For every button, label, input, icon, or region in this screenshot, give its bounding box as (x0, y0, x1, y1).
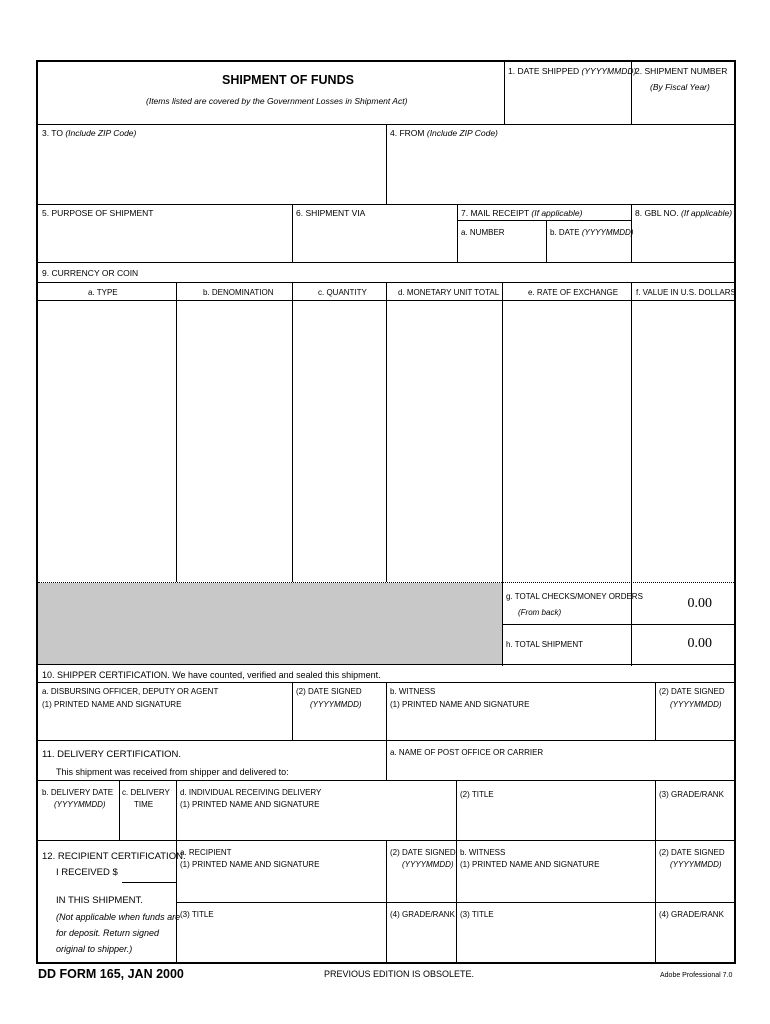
recipient-witness-date-label: (2) DATE SIGNED (659, 848, 725, 857)
delivery-date-hint: (YYYYMMDD) (54, 800, 106, 809)
disbursing-officer-input[interactable] (42, 714, 292, 738)
gbl-number-input[interactable] (635, 224, 735, 262)
recipient-title-input[interactable] (180, 924, 384, 960)
delivery-time-input[interactable] (122, 814, 176, 836)
delivery-grade-label: (3) GRADE/RANK (659, 790, 724, 799)
divider (38, 780, 736, 781)
column-quantity: c. QUANTITY (318, 288, 367, 297)
gbl-number-label: 8. GBL NO. (If applicable) (635, 208, 733, 218)
column-type: a. TYPE (88, 288, 118, 297)
mail-receipt-date-label: b. DATE (YYYYMMDD) (550, 228, 634, 237)
shaded-area (38, 583, 502, 665)
shipment-via-input[interactable] (296, 224, 458, 262)
divider (38, 682, 736, 683)
recipient-note-line2: for deposit. Return signed (56, 928, 160, 938)
shipper-witness-label: b. WITNESS (390, 687, 436, 696)
individual-receiving-name-label: (1) PRINTED NAME AND SIGNATURE (180, 800, 320, 809)
from-address-input[interactable] (390, 142, 734, 204)
shipment-number-input[interactable] (635, 96, 735, 122)
total-checks-value[interactable]: 0.00 (687, 596, 712, 611)
delivery-title-input[interactable] (460, 814, 654, 836)
recipient-grade-input[interactable] (390, 924, 458, 960)
date-shipped-input[interactable] (508, 82, 630, 120)
recipient-name-label: (1) PRINTED NAME AND SIGNATURE (180, 860, 320, 869)
recipient-witness-name-label: (1) PRINTED NAME AND SIGNATURE (460, 860, 600, 869)
witness-title-label: (3) TITLE (460, 910, 494, 919)
mail-receipt-number-label: a. NUMBER (461, 228, 505, 237)
purpose-input[interactable] (42, 224, 292, 262)
shipment-via-label: 6. SHIPMENT VIA (296, 208, 366, 218)
to-address-input[interactable] (42, 142, 386, 204)
purpose-label: 5. PURPOSE OF SHIPMENT (42, 208, 154, 218)
mail-receipt-date-input[interactable] (550, 240, 632, 262)
shipper-witness-name-label: (1) PRINTED NAME AND SIGNATURE (390, 700, 530, 709)
column-denomination: b. DENOMINATION (203, 288, 274, 297)
column-monetary-unit-total: d. MONETARY UNIT TOTAL (398, 288, 500, 297)
divider (655, 682, 656, 740)
form-title: SHIPMENT OF FUNDS (222, 73, 354, 87)
divider (386, 124, 387, 204)
shipment-of-funds-form (36, 60, 736, 964)
currency-rate-input[interactable] (504, 304, 633, 582)
column-rate-of-exchange: e. RATE OF EXCHANGE (528, 288, 619, 297)
recipient-note-line1: (Not applicable when funds are (56, 912, 181, 922)
delivery-grade-input[interactable] (659, 814, 737, 836)
individual-receiving-label: d. INDIVIDUAL RECEIVING DELIVERY (180, 788, 322, 797)
disbursing-officer-label: a. DISBURSING OFFICER, DEPUTY OR AGENT (42, 687, 219, 696)
from-label: 4. FROM (Include ZIP Code) (390, 128, 498, 138)
individual-receiving-input[interactable] (180, 814, 454, 836)
to-label: 3. TO (Include ZIP Code) (42, 128, 137, 138)
recipient-date-input[interactable] (390, 874, 458, 900)
divider (292, 682, 293, 740)
recipient-grade-label: (4) GRADE/RANK (390, 910, 455, 919)
total-shipment-value[interactable]: 0.00 (687, 636, 712, 651)
shipper-witness-date-hint: (YYYYMMDD) (670, 700, 722, 709)
delivery-date-label: b. DELIVERY DATE (42, 788, 114, 797)
received-amount-input[interactable] (122, 864, 176, 883)
recipient-note-line3: original to shipper.) (56, 944, 133, 954)
divider (386, 682, 387, 740)
divider (546, 220, 547, 262)
recipient-witness-date-input[interactable] (659, 874, 737, 900)
recipient-date-hint: (YYYYMMDD) (402, 860, 454, 869)
recipient-name-input[interactable] (180, 874, 384, 900)
received-amount-label: I RECEIVED $ (56, 867, 118, 878)
currency-type-input[interactable] (40, 304, 178, 582)
divider (457, 220, 631, 221)
shipment-number-hint: (By Fiscal Year) (650, 82, 710, 92)
post-office-label: a. NAME OF POST OFFICE OR CARRIER (390, 748, 544, 757)
delivery-cert-label: 11. DELIVERY CERTIFICATION. (42, 749, 182, 760)
divider (38, 840, 736, 841)
divider (456, 780, 457, 840)
shipper-date-hint: (YYYYMMDD) (310, 700, 362, 709)
recipient-cert-label: 12. RECIPIENT CERTIFICATION. (42, 851, 186, 862)
shipper-witness-input[interactable] (390, 714, 656, 738)
in-this-shipment-label: IN THIS SHIPMENT. (56, 895, 143, 906)
form-id: DD FORM 165, JAN 2000 (38, 967, 184, 981)
currency-quantity-input[interactable] (294, 304, 388, 582)
divider (502, 624, 736, 625)
divider (655, 780, 656, 840)
obsolete-notice: PREVIOUS EDITION IS OBSOLETE. (324, 969, 475, 979)
divider (176, 902, 736, 903)
witness-grade-input[interactable] (659, 924, 737, 960)
recipient-witness-input[interactable] (460, 874, 654, 900)
recipient-date-label: (2) DATE SIGNED (390, 848, 456, 857)
recipient-witness-date-hint: (YYYYMMDD) (670, 860, 722, 869)
divider (386, 740, 387, 780)
shipper-witness-date-input[interactable] (659, 714, 737, 738)
divider (292, 204, 293, 262)
delivery-time-label: c. DELIVERY (122, 788, 170, 797)
currency-label: 9. CURRENCY OR COIN (42, 268, 139, 278)
divider (504, 62, 505, 124)
mail-receipt-label: 7. MAIL RECEIPT (If applicable) (461, 208, 583, 218)
divider (38, 262, 736, 263)
divider (457, 204, 458, 262)
witness-grade-label: (4) GRADE/RANK (659, 910, 724, 919)
divider (38, 740, 736, 741)
total-checks-label: g. TOTAL CHECKS/MONEY ORDERS (506, 592, 643, 601)
mail-receipt-number-input[interactable] (461, 240, 545, 262)
delivery-cert-subtext: This shipment was received from shipper and delivered to: (56, 767, 289, 777)
currency-denomination-input[interactable] (178, 304, 294, 582)
date-shipped-label: 1. DATE SHIPPED (YYYYMMDD) (508, 66, 637, 76)
divider (38, 124, 736, 125)
column-value-usd: f. VALUE IN U.S. DOLLARS (636, 288, 736, 297)
total-checks-hint: (From back) (518, 608, 562, 617)
post-office-input[interactable] (390, 760, 734, 780)
delivery-title-label: (2) TITLE (460, 790, 494, 799)
currency-value-usd-input[interactable] (633, 304, 737, 582)
disbursing-name-label: (1) PRINTED NAME AND SIGNATURE (42, 700, 182, 709)
recipient-witness-label: b. WITNESS (460, 848, 506, 857)
divider (119, 780, 120, 840)
shipment-number-label: 2. SHIPMENT NUMBER (635, 66, 728, 76)
recipient-label: a. RECIPIENT (180, 848, 232, 857)
divider (176, 780, 177, 840)
delivery-time-sub: TIME (134, 800, 154, 809)
witness-title-input[interactable] (460, 924, 654, 960)
recipient-title-label: (3) TITLE (180, 910, 214, 919)
shipper-date-signed-label: (2) DATE SIGNED (296, 687, 362, 696)
software-label: Adobe Professional 7.0 (660, 972, 733, 979)
shipper-date-input[interactable] (296, 714, 388, 738)
divider (631, 204, 632, 262)
currency-monetary-total-input[interactable] (388, 304, 504, 582)
divider (38, 664, 736, 665)
form-subtitle: (Items listed are covered by the Government Losses in Shipment Act) (146, 96, 408, 106)
total-shipment-label: h. TOTAL SHIPMENT (506, 640, 584, 649)
shipper-witness-date-label: (2) DATE SIGNED (659, 687, 725, 696)
shipper-cert-label: 10. SHIPPER CERTIFICATION. We have counted, verified and sealed this shipment. (42, 670, 381, 680)
delivery-date-input[interactable] (42, 814, 120, 836)
